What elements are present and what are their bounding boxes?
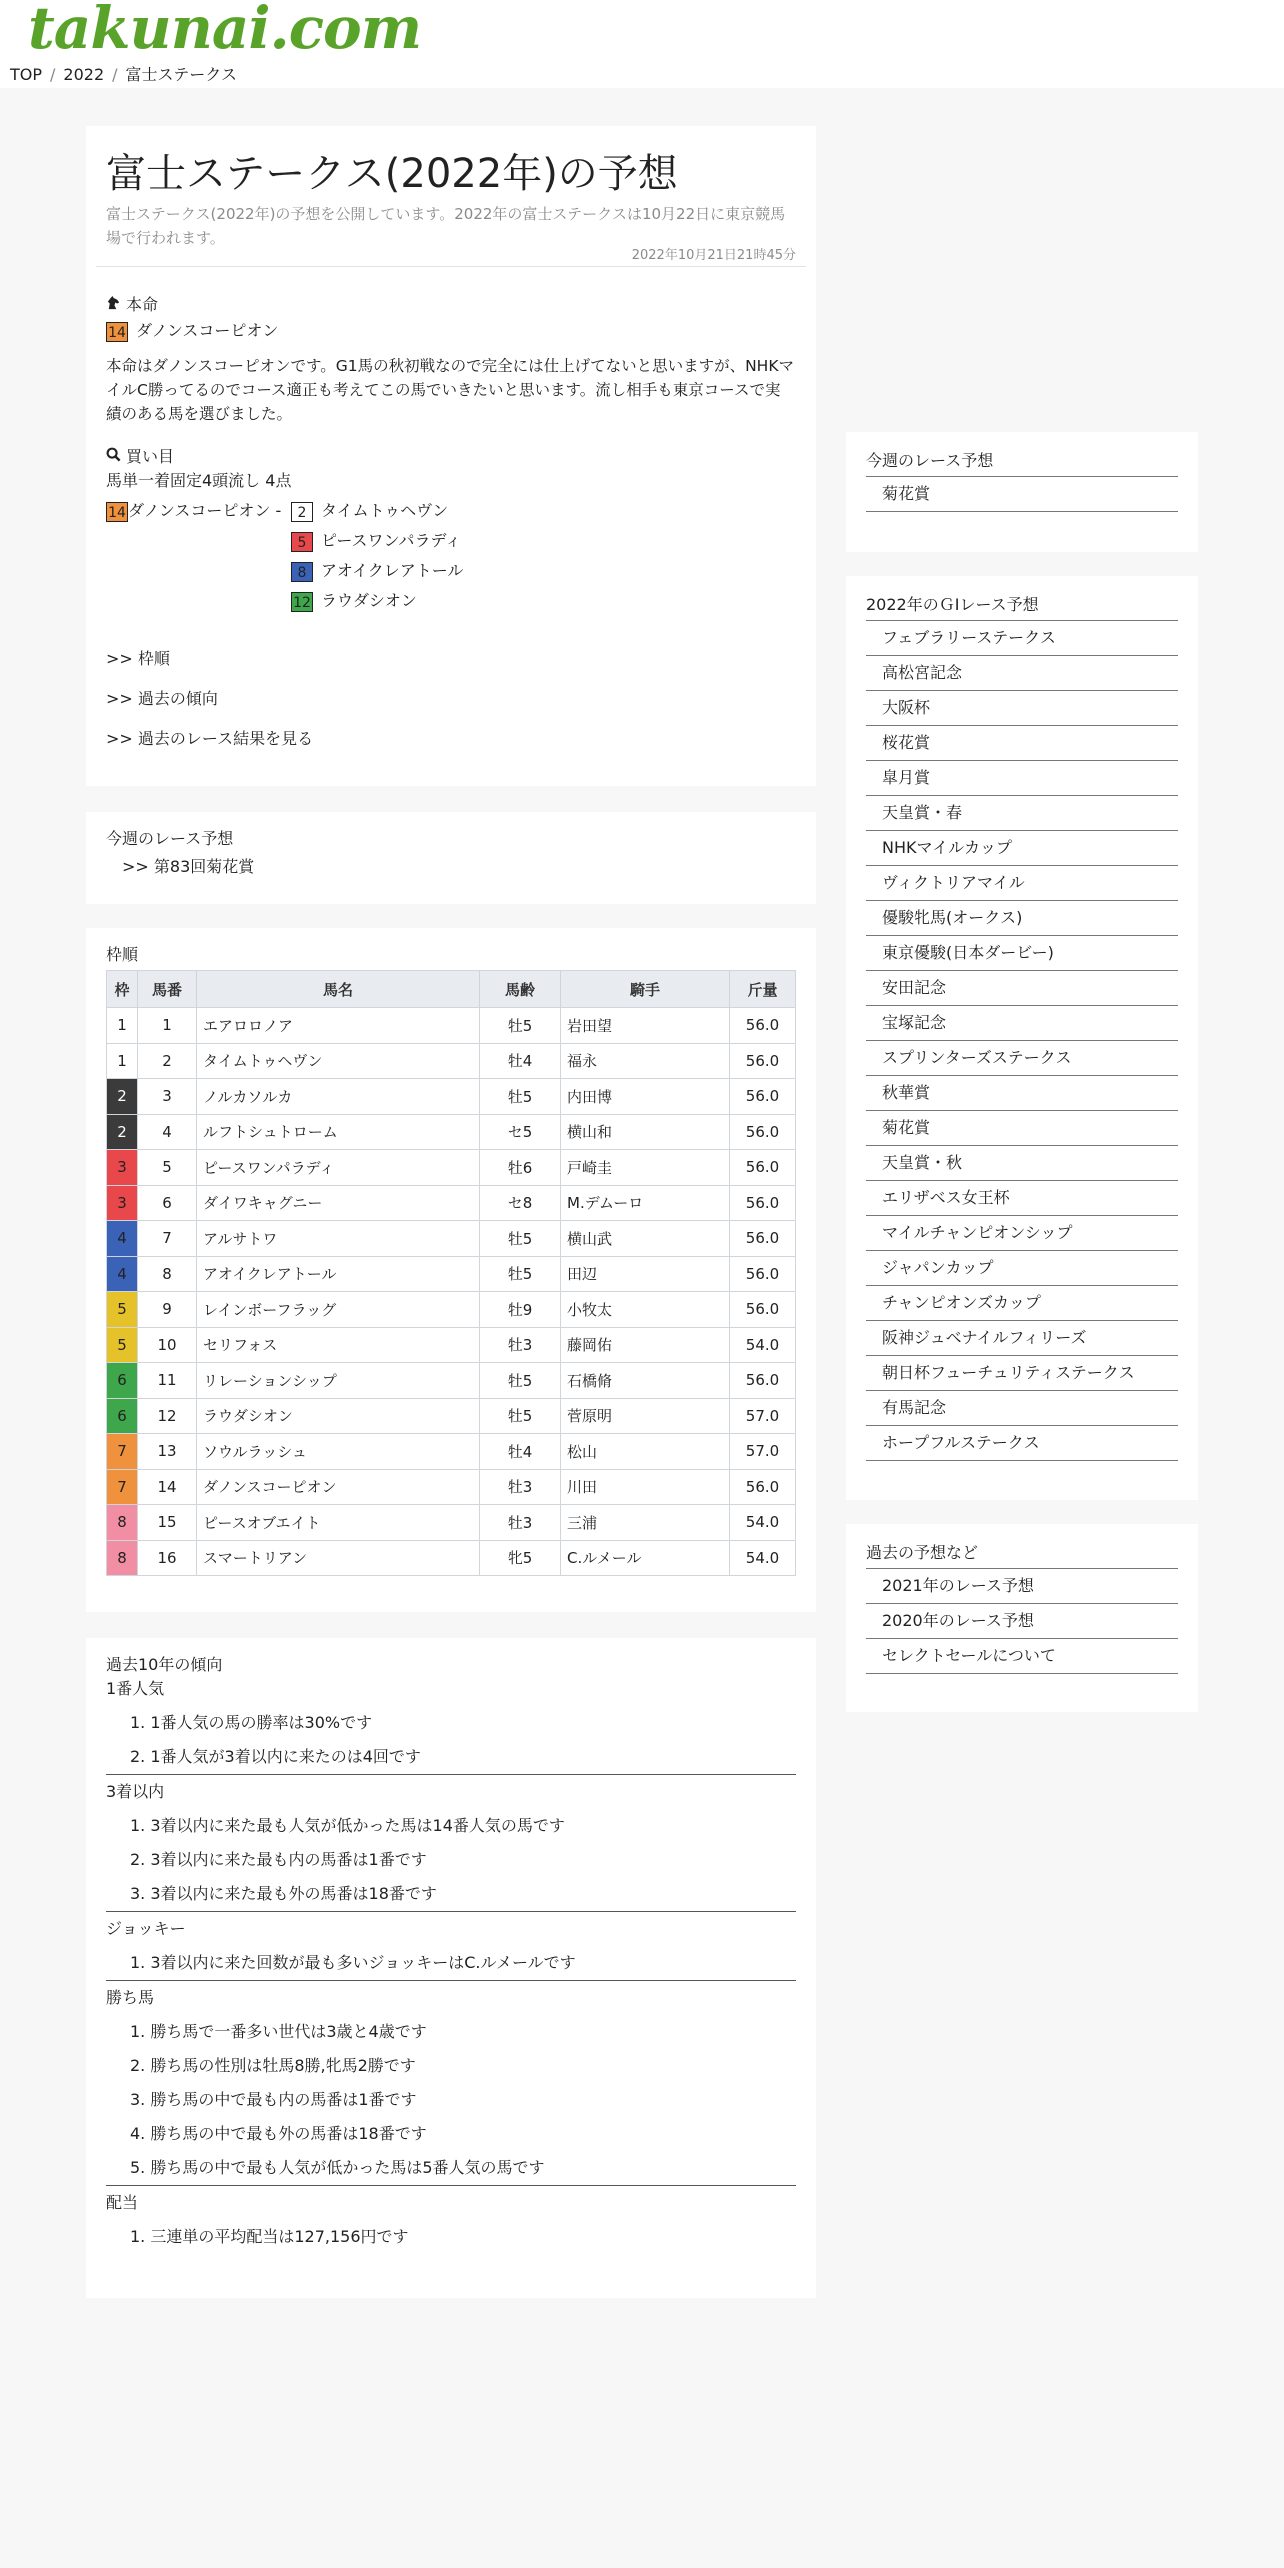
article-lead: 富士ステークス(2022年)の予想を公開しています。2022年の富士ステークスは10月22日に東京競馬場で行われます。 bbox=[106, 205, 786, 247]
trend-group-heading: 勝ち馬 bbox=[106, 1988, 155, 2007]
link-entries[interactable]: >> 枠順 bbox=[106, 649, 170, 668]
age-cell: 牡4 bbox=[480, 1434, 561, 1470]
honmei-name: ダノンスコーピオン bbox=[136, 321, 279, 340]
trend-item-number: 1. bbox=[130, 1713, 151, 1732]
sidebar-link[interactable]: フェブラリーステークス bbox=[866, 620, 1178, 656]
horse-number-badge: 12 bbox=[291, 592, 313, 612]
age-cell: 牡5 bbox=[480, 1079, 561, 1115]
age-cell: セ5 bbox=[480, 1114, 561, 1150]
sidebar-link[interactable]: 天皇賞・秋 bbox=[866, 1146, 1178, 1181]
horse-number-badge: 2 bbox=[291, 502, 313, 522]
prediction-card bbox=[86, 126, 816, 786]
table-row bbox=[107, 1540, 796, 1576]
weight-cell: 56.0 bbox=[730, 1292, 796, 1328]
col-age: 馬齢 bbox=[480, 971, 561, 1008]
trend-item bbox=[106, 2220, 796, 2254]
trend-item-text: 三連単の平均配当は127,156円です bbox=[150, 2227, 409, 2246]
sidebar-link[interactable]: NHKマイルカップ bbox=[866, 831, 1178, 866]
weight-cell: 54.0 bbox=[730, 1327, 796, 1363]
name-cell: ピースオブエイト bbox=[197, 1505, 480, 1541]
entries-card bbox=[86, 928, 816, 1612]
name-cell: ソウルラッシュ bbox=[197, 1434, 480, 1470]
sidebar-link[interactable]: 菊花賞 bbox=[866, 476, 1178, 512]
age-cell: 牡5 bbox=[480, 1221, 561, 1257]
age-cell: 牡5 bbox=[480, 1398, 561, 1434]
sidebar-g1 bbox=[846, 576, 1198, 1500]
number-cell: 2 bbox=[138, 1043, 197, 1079]
frame-cell: 2 bbox=[107, 1114, 138, 1150]
age-cell: 牡6 bbox=[480, 1150, 561, 1186]
number-cell: 9 bbox=[138, 1292, 197, 1328]
name-cell: ダイワキャグニー bbox=[197, 1185, 480, 1221]
sidebar-past-title: 過去の予想など bbox=[866, 1543, 979, 1562]
weekly-title: 今週のレース予想 bbox=[106, 829, 234, 848]
trend-item-number: 2. bbox=[130, 1850, 151, 1869]
number-cell: 15 bbox=[138, 1505, 197, 1541]
name-cell: ラウダシオン bbox=[197, 1398, 480, 1434]
sidebar-link[interactable]: 東京優駿(日本ダービー) bbox=[866, 936, 1178, 971]
age-cell: 牡5 bbox=[480, 1256, 561, 1292]
table-row bbox=[107, 1292, 796, 1328]
jockey-cell: 田辺 bbox=[561, 1256, 730, 1292]
horse-number-badge: 14 bbox=[106, 322, 128, 342]
sidebar-link[interactable]: 皐月賞 bbox=[866, 761, 1178, 796]
table-row bbox=[107, 1398, 796, 1434]
trend-item bbox=[106, 1706, 796, 1740]
site-header bbox=[0, 0, 1284, 88]
number-cell: 12 bbox=[138, 1398, 197, 1434]
breadcrumb-current: 富士ステークス bbox=[125, 65, 238, 84]
bet-first-name: ダノンスコーピオン bbox=[128, 501, 271, 520]
sidebar-link[interactable]: ヴィクトリアマイル bbox=[866, 866, 1178, 901]
sidebar-link[interactable]: 高松宮記念 bbox=[866, 656, 1178, 691]
trend-item-text: 1番人気が3着以内に来たのは4回です bbox=[150, 1747, 421, 1766]
table-row bbox=[107, 1505, 796, 1541]
trend-title: 過去10年の傾向 bbox=[106, 1655, 223, 1674]
col-frame: 枠 bbox=[107, 971, 138, 1008]
table-row bbox=[107, 1043, 796, 1079]
jockey-cell: 菅原明 bbox=[561, 1398, 730, 1434]
trend-card bbox=[86, 1638, 816, 2298]
jockey-cell: 横山和 bbox=[561, 1114, 730, 1150]
sidebar-past-list bbox=[866, 1568, 1178, 1674]
frame-cell: 5 bbox=[107, 1292, 138, 1328]
sidebar-link[interactable]: 優駿牝馬(オークス) bbox=[866, 901, 1178, 936]
trend-group-heading: 1番人気 bbox=[106, 1679, 165, 1698]
horse-number-badge: 8 bbox=[291, 562, 313, 582]
trend-item bbox=[106, 1809, 796, 1843]
table-row bbox=[107, 1185, 796, 1221]
entries-body bbox=[107, 1008, 796, 1576]
jockey-cell: 松山 bbox=[561, 1434, 730, 1470]
frame-cell: 6 bbox=[107, 1398, 138, 1434]
frame-cell: 4 bbox=[107, 1256, 138, 1292]
trend-group-heading: 配当 bbox=[106, 2193, 139, 2212]
bet-partner-list bbox=[291, 498, 463, 618]
trend-item-number: 1. bbox=[130, 1953, 151, 1972]
frame-cell: 3 bbox=[107, 1150, 138, 1186]
article-date: 2022年10月21日21時45分 bbox=[631, 248, 796, 263]
age-cell: 牡4 bbox=[480, 1043, 561, 1079]
weight-cell: 57.0 bbox=[730, 1398, 796, 1434]
trend-item-number: 2. bbox=[130, 2056, 151, 2075]
weight-cell: 54.0 bbox=[730, 1540, 796, 1576]
bet-partner-name: ラウダシオン bbox=[321, 591, 417, 610]
number-cell: 3 bbox=[138, 1079, 197, 1115]
trend-item-number: 1. bbox=[130, 1816, 151, 1835]
honmei-label: 本命 bbox=[126, 295, 159, 314]
jockey-cell: 三浦 bbox=[561, 1505, 730, 1541]
number-cell: 10 bbox=[138, 1327, 197, 1363]
col-weight: 斤量 bbox=[730, 971, 796, 1008]
trend-item-text: 勝ち馬の性別は牡馬8勝,牝馬2勝です bbox=[150, 2056, 416, 2075]
weight-cell: 56.0 bbox=[730, 1008, 796, 1044]
bet-partner-item bbox=[291, 528, 463, 558]
trend-item-text: 3着以内に来た回数が最も多いジョッキーはC.ルメールです bbox=[150, 1953, 576, 1972]
name-cell: ダノンスコーピオン bbox=[197, 1469, 480, 1505]
link-trend[interactable]: >> 過去の傾向 bbox=[106, 689, 218, 708]
table-row bbox=[107, 1150, 796, 1186]
jockey-cell: 内田博 bbox=[561, 1079, 730, 1115]
weight-cell: 56.0 bbox=[730, 1150, 796, 1186]
trend-item-text: 3着以内に来た最も人気が低かった馬は14番人気の馬です bbox=[150, 1816, 565, 1835]
number-cell: 16 bbox=[138, 1540, 197, 1576]
bet-partner-name: タイムトゥヘヴン bbox=[321, 501, 449, 520]
sidebar-link[interactable]: ホープフルステークス bbox=[866, 1426, 1178, 1461]
frame-cell: 1 bbox=[107, 1043, 138, 1079]
frame-cell: 7 bbox=[107, 1469, 138, 1505]
sidebar-link[interactable]: 大阪杯 bbox=[866, 691, 1178, 726]
horse-number-badge: 5 bbox=[291, 532, 313, 552]
horse-number-badge: 14 bbox=[106, 502, 128, 522]
honmei-horse bbox=[106, 318, 278, 342]
weight-cell: 56.0 bbox=[730, 1079, 796, 1115]
table-row bbox=[107, 1256, 796, 1292]
jockey-cell: 横山武 bbox=[561, 1221, 730, 1257]
sidebar-link[interactable]: 桜花賞 bbox=[866, 726, 1178, 761]
name-cell: タイムトゥヘヴン bbox=[197, 1043, 480, 1079]
name-cell: セリフォス bbox=[197, 1327, 480, 1363]
age-cell: 牡5 bbox=[480, 1008, 561, 1044]
number-cell: 6 bbox=[138, 1185, 197, 1221]
entries-title: 枠順 bbox=[106, 945, 139, 964]
trend-item-number: 3. bbox=[130, 2090, 151, 2109]
col-name: 馬名 bbox=[197, 971, 480, 1008]
sidebar-link[interactable]: 菊花賞 bbox=[866, 1111, 1178, 1146]
sidebar-past bbox=[846, 1524, 1198, 1712]
name-cell: アルサトワ bbox=[197, 1221, 480, 1257]
table-row bbox=[107, 1008, 796, 1044]
trend-item-number: 1. bbox=[130, 2022, 151, 2041]
weight-cell: 56.0 bbox=[730, 1043, 796, 1079]
age-cell: 牡9 bbox=[480, 1292, 561, 1328]
breadcrumb: TOP / 2022 / 富士ステークス bbox=[10, 65, 238, 84]
trend-item-number: 5. bbox=[130, 2158, 151, 2177]
name-cell: ピースワンパラディ bbox=[197, 1150, 480, 1186]
age-cell: 牡3 bbox=[480, 1469, 561, 1505]
name-cell: レインボーフラッグ bbox=[197, 1292, 480, 1328]
weight-cell: 54.0 bbox=[730, 1505, 796, 1541]
number-cell: 4 bbox=[138, 1114, 197, 1150]
link-past-results[interactable]: >> 過去のレース結果を見る bbox=[106, 729, 314, 748]
age-cell: 牡3 bbox=[480, 1505, 561, 1541]
sidebar-link[interactable]: 有馬記念 bbox=[866, 1391, 1178, 1426]
frame-cell: 2 bbox=[107, 1079, 138, 1115]
jockey-cell: 戸崎圭 bbox=[561, 1150, 730, 1186]
number-cell: 13 bbox=[138, 1434, 197, 1470]
name-cell: スマートリアン bbox=[197, 1540, 480, 1576]
jockey-cell: C.ルメール bbox=[561, 1540, 730, 1576]
sidebar-weekly-title: 今週のレース予想 bbox=[866, 451, 994, 470]
weight-cell: 56.0 bbox=[730, 1185, 796, 1221]
site-logo[interactable]: takunai.com bbox=[28, 0, 422, 62]
sidebar-g1-list bbox=[866, 620, 1178, 1461]
frame-cell: 1 bbox=[107, 1008, 138, 1044]
trend-item bbox=[106, 2151, 796, 2185]
trend-item bbox=[106, 2015, 796, 2049]
trend-item-text: 勝ち馬の中で最も人気が低かった馬は5番人気の馬です bbox=[150, 2158, 545, 2177]
weight-cell: 56.0 bbox=[730, 1469, 796, 1505]
bet-partner-name: アオイクレアトール bbox=[321, 561, 464, 580]
name-cell: リレーションシップ bbox=[197, 1363, 480, 1399]
jockey-cell: 川田 bbox=[561, 1469, 730, 1505]
bet-partner-item bbox=[291, 498, 463, 528]
sidebar-link[interactable]: 安田記念 bbox=[866, 971, 1178, 1006]
table-row bbox=[107, 1079, 796, 1115]
trend-item-text: 1番人気の馬の勝率は30%です bbox=[150, 1713, 373, 1732]
breadcrumb-year[interactable]: 2022 bbox=[63, 65, 105, 84]
table-header-row bbox=[107, 971, 796, 1008]
sidebar-link[interactable]: 2020年のレース予想 bbox=[866, 1604, 1178, 1639]
jockey-cell: 石橋脩 bbox=[561, 1363, 730, 1399]
sidebar-g1-title: 2022年のＧⅠレース予想 bbox=[866, 595, 1039, 614]
jockey-cell: M.デムーロ bbox=[561, 1185, 730, 1221]
number-cell: 5 bbox=[138, 1150, 197, 1186]
name-cell: ルフトシュトローム bbox=[197, 1114, 480, 1150]
bet-dash: - bbox=[275, 501, 282, 520]
trend-item bbox=[106, 2117, 796, 2151]
frame-cell: 4 bbox=[107, 1221, 138, 1257]
table-row bbox=[107, 1221, 796, 1257]
sidebar-link[interactable]: セレクトセールについて bbox=[866, 1639, 1178, 1674]
trend-item bbox=[106, 1843, 796, 1877]
table-row bbox=[107, 1363, 796, 1399]
trend-group-heading: 3着以内 bbox=[106, 1782, 165, 1801]
prediction-comment: 本命はダノンスコーピオンです。G1馬の秋初戦なので完全には仕上げてないと思いますが、NHKマイルC勝ってるのでコース適正も考えてこの馬でいきたいと思います。流し相手も東京コースで実績のある馬を選びました。 bbox=[106, 357, 794, 423]
trend-item bbox=[106, 2049, 796, 2083]
jockey-cell: 藤岡佑 bbox=[561, 1327, 730, 1363]
divider bbox=[96, 266, 806, 267]
weight-cell: 56.0 bbox=[730, 1221, 796, 1257]
entries-table bbox=[106, 970, 796, 1576]
sidebar-link[interactable]: ジャパンカップ bbox=[866, 1251, 1178, 1286]
sidebar-link[interactable]: マイルチャンピオンシップ bbox=[866, 1216, 1178, 1251]
jockey-cell: 福永 bbox=[561, 1043, 730, 1079]
weight-cell: 56.0 bbox=[730, 1114, 796, 1150]
age-cell: セ8 bbox=[480, 1185, 561, 1221]
sidebar-link[interactable]: 秋華賞 bbox=[866, 1076, 1178, 1111]
trend-item-text: 3着以内に来た最も内の馬番は1番です bbox=[150, 1850, 427, 1869]
sidebar-link[interactable]: エリザベス女王杯 bbox=[866, 1181, 1178, 1216]
table-row bbox=[107, 1469, 796, 1505]
trend-item bbox=[106, 1740, 796, 1774]
table-row bbox=[107, 1114, 796, 1150]
bet-partner-item bbox=[291, 558, 463, 588]
table-row bbox=[107, 1327, 796, 1363]
frame-cell: 6 bbox=[107, 1363, 138, 1399]
trend-item-text: 勝ち馬で一番多い世代は3歳と4歳です bbox=[150, 2022, 427, 2041]
sidebar-link[interactable]: 宝塚記念 bbox=[866, 1006, 1178, 1041]
buy-label: 買い目 bbox=[126, 447, 175, 466]
trend-item-text: 勝ち馬の中で最も内の馬番は1番です bbox=[150, 2090, 417, 2109]
frame-cell: 3 bbox=[107, 1185, 138, 1221]
jockey-cell: 岩田望 bbox=[561, 1008, 730, 1044]
weight-cell: 56.0 bbox=[730, 1256, 796, 1292]
frame-cell: 8 bbox=[107, 1505, 138, 1541]
trend-item-number: 1. bbox=[130, 2227, 151, 2246]
trend-item-text: 3着以内に来た最も外の馬番は18番です bbox=[150, 1884, 437, 1903]
weight-cell: 57.0 bbox=[730, 1434, 796, 1470]
number-cell: 11 bbox=[138, 1363, 197, 1399]
name-cell: エアロロノア bbox=[197, 1008, 480, 1044]
trend-item bbox=[106, 2083, 796, 2117]
col-jockey: 騎手 bbox=[561, 971, 730, 1008]
trend-item bbox=[106, 1877, 796, 1911]
bet-type: 馬単一着固定4頭流し 4点 bbox=[106, 471, 292, 490]
jockey-cell: 小牧太 bbox=[561, 1292, 730, 1328]
bet-partner-name: ピースワンパラディ bbox=[321, 531, 462, 550]
col-number: 馬番 bbox=[138, 971, 197, 1008]
horse-icon bbox=[106, 295, 122, 314]
age-cell: 牡5 bbox=[480, 1363, 561, 1399]
age-cell: 牝5 bbox=[480, 1540, 561, 1576]
number-cell: 8 bbox=[138, 1256, 197, 1292]
trend-group-heading: ジョッキー bbox=[106, 1919, 186, 1938]
number-cell: 14 bbox=[138, 1469, 197, 1505]
sidebar-link[interactable]: チャンピオンズカップ bbox=[866, 1286, 1178, 1321]
sidebar-weekly-list bbox=[866, 476, 1178, 512]
number-cell: 7 bbox=[138, 1221, 197, 1257]
breadcrumb-top[interactable]: TOP bbox=[10, 65, 43, 84]
weight-cell: 56.0 bbox=[730, 1363, 796, 1399]
trend-item-text: 勝ち馬の中で最も外の馬番は18番です bbox=[150, 2124, 427, 2143]
trend-item-number: 2. bbox=[130, 1747, 151, 1766]
sidebar-link[interactable]: スプリンターズステークス bbox=[866, 1041, 1178, 1076]
frame-cell: 7 bbox=[107, 1434, 138, 1470]
sidebar-link[interactable]: 天皇賞・春 bbox=[866, 796, 1178, 831]
frame-cell: 8 bbox=[107, 1540, 138, 1576]
sidebar-link[interactable]: 2021年のレース予想 bbox=[866, 1568, 1178, 1604]
name-cell: ノルカソルカ bbox=[197, 1079, 480, 1115]
bet-partner-item bbox=[291, 588, 463, 618]
weekly-races-card bbox=[86, 812, 816, 904]
bet-first-horse bbox=[106, 498, 281, 522]
page-title: 富士ステークス(2022年)の予想 bbox=[106, 151, 678, 197]
number-cell: 1 bbox=[138, 1008, 197, 1044]
table-row bbox=[107, 1434, 796, 1470]
trend-item-number: 3. bbox=[130, 1884, 151, 1903]
sidebar-link[interactable]: 阪神ジュベナイルフィリーズ bbox=[866, 1321, 1178, 1356]
trend-item-number: 4. bbox=[130, 2124, 151, 2143]
frame-cell: 5 bbox=[107, 1327, 138, 1363]
name-cell: アオイクレアトール bbox=[197, 1256, 480, 1292]
search-icon bbox=[106, 447, 122, 466]
sidebar-weekly bbox=[846, 432, 1198, 552]
weekly-link[interactable]: >> 第83回菊花賞 bbox=[122, 857, 255, 876]
age-cell: 牡3 bbox=[480, 1327, 561, 1363]
buy-heading bbox=[106, 444, 174, 467]
trend-groups bbox=[106, 1672, 796, 2254]
honmei-heading bbox=[106, 292, 158, 315]
trend-item bbox=[106, 1946, 796, 1980]
sidebar-link[interactable]: 朝日杯フューチュリティステークス bbox=[866, 1356, 1178, 1391]
